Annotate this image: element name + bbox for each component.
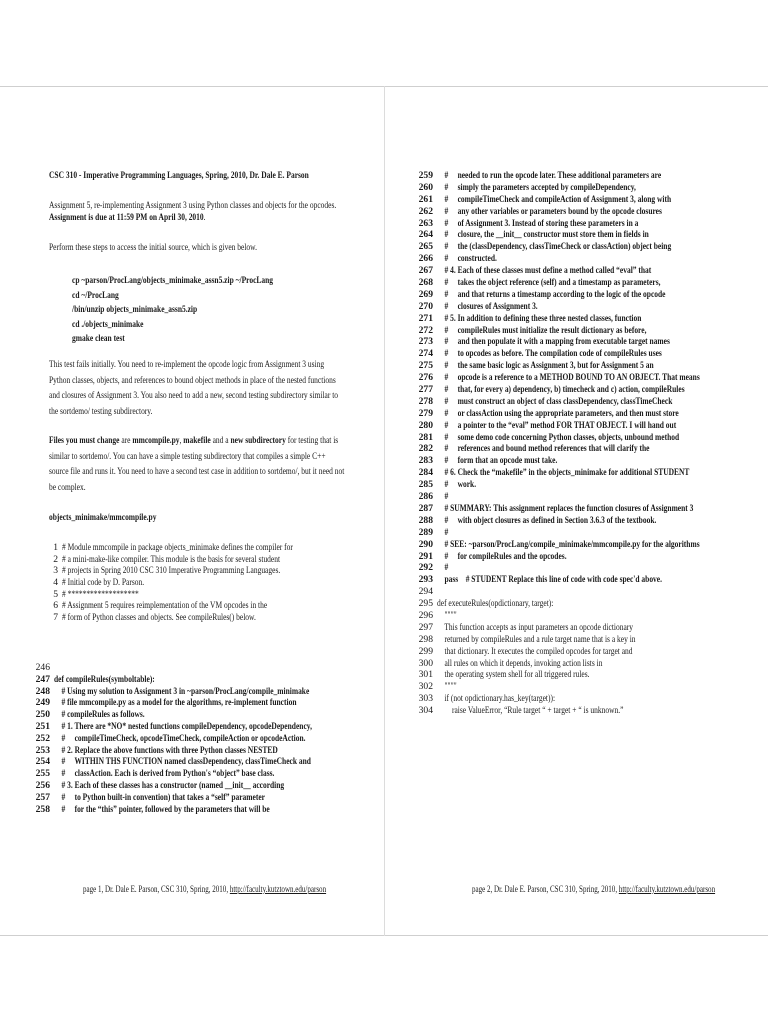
code-text: # to opcodes as before. The compilation code of compileRules uses bbox=[437, 348, 662, 360]
line-number: 286 bbox=[418, 491, 433, 503]
line-number: 299 bbox=[418, 645, 433, 657]
steps-intro: Perform these steps to access the initial source, which is given below. bbox=[49, 242, 257, 253]
line-number: 247 bbox=[35, 673, 50, 685]
line-number: 284 bbox=[418, 467, 433, 479]
line-number: 283 bbox=[418, 455, 433, 467]
code-text: # and that returns a timestamp according to the logic of the opcode bbox=[437, 288, 666, 300]
paragraph-line: source file and runs it. You need to have a second test case in addition to sortdemo/, but it need not bbox=[49, 466, 345, 477]
paragraph-line: and closures of Assignment 3. You also need to add a new, second testing subdirectory similar to bbox=[49, 390, 339, 401]
code-text: # Assignment 5 requires reimplementation of the VM opcodes in the bbox=[62, 600, 268, 612]
code-text: # compileTimeCheck and compileAction of Assignment 3, along with bbox=[437, 193, 672, 205]
line-number: 288 bbox=[418, 514, 433, 526]
line-number: 5 bbox=[53, 588, 58, 600]
code-text: # must construct an object of class classDependency, classTimeCheck bbox=[437, 395, 673, 407]
paragraph-line: Files you must change are mmcompile.py, makefile and a new subdirectory for testing that is bbox=[49, 435, 339, 446]
line-number: 285 bbox=[418, 479, 433, 491]
code-text: the operating system shell for all triggered rules. bbox=[437, 669, 590, 681]
code-text: # or classAction using the appropriate parameters, and then must store bbox=[437, 407, 679, 419]
line-number: 252 bbox=[35, 732, 50, 744]
code-text: # 5. In addition to defining these three nested classes, function bbox=[437, 312, 642, 324]
code-text: # 1. There are *NO* nested functions compileDependency, opcodeDependency, bbox=[54, 720, 312, 732]
line-number: 265 bbox=[418, 241, 433, 253]
line-number: 290 bbox=[418, 538, 433, 550]
code-text: if (not opdictionary.has_key(target)): bbox=[437, 693, 556, 705]
code-text: # some demo code concerning Python classes, objects, unbound method bbox=[437, 431, 680, 443]
command-line: gmake clean test bbox=[72, 333, 125, 344]
line-number: 287 bbox=[418, 502, 433, 514]
line-number: 282 bbox=[418, 443, 433, 455]
line-number: 4 bbox=[53, 577, 58, 589]
line-number: 251 bbox=[35, 720, 50, 732]
line-number: 291 bbox=[418, 550, 433, 562]
line-number: 1 bbox=[53, 542, 58, 553]
code-text: # for compileRules and the opcodes. bbox=[437, 550, 567, 562]
code-text: # SEE: ~parson/ProcLang/compile_minimake/mmcompile.py for the algorithms bbox=[437, 538, 700, 550]
doc-title: CSC 310 - Imperative Programming Languages, Spring, 2010, Dr. Dale E. Parson bbox=[49, 170, 309, 181]
line-number: 294 bbox=[418, 586, 433, 598]
line-number: 278 bbox=[418, 395, 433, 407]
page-divider bbox=[384, 86, 385, 936]
line-number: 303 bbox=[418, 693, 433, 705]
code-text: # compileRules as follows. bbox=[54, 709, 145, 721]
line-number: 274 bbox=[418, 348, 433, 360]
code-text: def compileRules(symboltable): bbox=[54, 673, 155, 685]
code-text: # form that an opcode must take. bbox=[437, 455, 558, 467]
footer-text: page 1, Dr. Dale E. Parson, CSC 310, Spring, 2010, bbox=[83, 884, 230, 894]
code-text: def executeRules(opdictionary, target): bbox=[437, 598, 554, 610]
code-text: all rules on which it depends, invoking action lists in bbox=[437, 657, 603, 669]
code-text: # 3. Each of these classes has a constructor (named __init__ according bbox=[54, 779, 285, 791]
paragraph-line: similar to sortdemo/. You can have a simple testing subdirectory that compiles a simple C++ bbox=[49, 450, 326, 462]
line-number: 275 bbox=[418, 360, 433, 372]
line-number: 272 bbox=[418, 324, 433, 336]
line-number: 281 bbox=[418, 431, 433, 443]
code-text: # form of Python classes and objects. See compileRules() below. bbox=[62, 612, 256, 624]
code-text: # compileTimeCheck, opcodeTimeCheck, compileAction or opcodeAction. bbox=[54, 732, 306, 744]
footer-text: page 2, Dr. Dale E. Parson, CSC 310, Spring, 2010, bbox=[472, 884, 619, 894]
line-number: 262 bbox=[418, 205, 433, 217]
code-text: # references and bound method references that will clarify the bbox=[437, 443, 650, 455]
line-number: 3 bbox=[53, 565, 58, 577]
line-number: 258 bbox=[35, 803, 50, 815]
code-text: # constructed. bbox=[437, 253, 497, 265]
line-number: 270 bbox=[418, 300, 433, 312]
code-text: # needed to run the opcode later. These additional parameters are bbox=[437, 170, 662, 181]
line-number: 2 bbox=[53, 553, 58, 565]
footer-link[interactable]: http://faculty.kutztown.edu/parson bbox=[618, 884, 716, 894]
code-text: # work. bbox=[437, 479, 477, 491]
line-number: 260 bbox=[418, 181, 433, 193]
command-line: cp ~parson/ProcLang/objects_minimake_assn5.zip ~/ProcLang bbox=[72, 275, 274, 286]
line-number: 259 bbox=[418, 170, 433, 181]
code-text: # WITHIN THS FUNCTION named classDependency, classTimeCheck and bbox=[54, 756, 311, 768]
command-line: /bin/unzip objects_minimake_assn5.zip bbox=[72, 304, 198, 315]
line-number: 264 bbox=[418, 229, 433, 241]
code-text: # closure, the __init__ constructor must store them in fields in bbox=[437, 229, 649, 241]
line-number: 261 bbox=[418, 193, 433, 205]
code-text: # to Python built-in convention) that takes a “self” parameter bbox=[54, 791, 265, 803]
code-text: # that, for every a) dependency, b) timecheck and c) action, compileRules bbox=[437, 384, 685, 396]
code-text: raise ValueError, “Rule target “ + target + “ is unknown.” bbox=[437, 705, 624, 717]
code-text: # bbox=[437, 526, 449, 538]
code-text: # with object closures as defined in Section 3.6.3 of the textbook. bbox=[437, 514, 657, 526]
paragraph-line: the sortdemo/ testing subdirectory. bbox=[49, 405, 153, 417]
line-number: 255 bbox=[35, 768, 50, 780]
code-text: that dictionary. It executes the compiled opcodes for target and bbox=[437, 645, 633, 657]
line-number: 292 bbox=[418, 562, 433, 574]
code-text: # projects in Spring 2010 CSC 310 Imperative Programming Languages. bbox=[62, 565, 281, 577]
code-text: # for the “this” pointer, followed by the parameters that will be bbox=[54, 803, 270, 815]
line-number: 250 bbox=[35, 709, 50, 721]
line-number: 298 bbox=[418, 633, 433, 645]
line-number: 6 bbox=[53, 600, 58, 612]
section-title: objects_minimake/mmcompile.py bbox=[49, 512, 157, 523]
line-number: 300 bbox=[418, 657, 433, 669]
code-text: # a mini-make-like compiler. This module is the basis for several student bbox=[62, 553, 281, 565]
line-number: 302 bbox=[418, 681, 433, 693]
line-number: 279 bbox=[418, 407, 433, 419]
line-number: 266 bbox=[418, 253, 433, 265]
code-text: # classAction. Each is derived from Python's “object” base class. bbox=[54, 768, 275, 780]
code-text: """" bbox=[437, 681, 457, 693]
code-text: # a pointer to the “eval” method FOR THAT OBJECT. I will hand out bbox=[437, 419, 677, 431]
footer-link[interactable]: http://faculty.kutztown.edu/parson bbox=[229, 884, 327, 894]
code-text: # Module mmcompile in package objects_minimake defines the compiler for bbox=[62, 542, 293, 553]
line-number: 301 bbox=[418, 669, 433, 681]
code-text: # 4. Each of these classes must define a method called “eval” that bbox=[437, 265, 652, 277]
line-number: 293 bbox=[418, 574, 433, 586]
line-number: 256 bbox=[35, 779, 50, 791]
command-line: cd ~/ProcLang bbox=[72, 289, 119, 301]
assignment-line-1: Assignment 5, re-implementing Assignment 3 using Python classes and objects for the opcodes. bbox=[49, 200, 337, 211]
code-text: # the (classDependency, classTimeCheck or classAction) object being bbox=[437, 241, 672, 253]
line-number: 296 bbox=[418, 609, 433, 621]
code-text: # bbox=[437, 562, 449, 574]
code-text: # any other variables or parameters bound by the opcode closures bbox=[437, 205, 662, 217]
line-number: 253 bbox=[35, 744, 50, 756]
line-number: 273 bbox=[418, 336, 433, 348]
code-text: returned by compileRules and a rule target name that is a key in bbox=[437, 633, 636, 645]
line-number: 246 bbox=[35, 662, 50, 673]
page-2-footer bbox=[472, 884, 715, 894]
code-text: # simply the parameters accepted by compileDependency, bbox=[437, 181, 636, 193]
code-text: """" bbox=[437, 609, 457, 621]
line-number: 263 bbox=[418, 217, 433, 229]
line-number: 267 bbox=[418, 265, 433, 277]
assignment-line-2: Assignment is due at 11:59 PM on April 30, 2010. bbox=[49, 212, 206, 223]
code-text: # compileRules must initialize the result dictionary as before, bbox=[437, 324, 647, 336]
code-text: # file mmcompile.py as a model for the algorithms, re-implement function bbox=[54, 697, 297, 709]
line-number: 248 bbox=[35, 685, 50, 697]
line-number: 271 bbox=[418, 312, 433, 324]
code-text: # ******************* bbox=[62, 588, 139, 600]
line-number: 276 bbox=[418, 372, 433, 384]
code-text: # SUMMARY: This assignment replaces the function closures of Assignment 3 bbox=[437, 502, 694, 514]
line-number: 269 bbox=[418, 288, 433, 300]
code-text: # Initial code by D. Parson. bbox=[62, 577, 145, 589]
code-text: # the same basic logic as Assignment 3, but for Assignment 5 an bbox=[437, 360, 654, 372]
line-number: 254 bbox=[35, 756, 50, 768]
code-text: # Using my solution to Assignment 3 in ~parson/ProcLang/compile_minimake bbox=[54, 685, 310, 697]
code-text: # 6. Check the “makefile” in the objects_minimake for additional STUDENT bbox=[437, 467, 690, 479]
paragraph-line: Python classes, objects, and references to bound object methods in place of the nested functions bbox=[49, 374, 336, 386]
paragraph-line: This test fails initially. You need to re-implement the opcode logic from Assignment 3 using bbox=[49, 359, 325, 370]
code-text: # opcode is a reference to a METHOD BOUND TO AN OBJECT. That means bbox=[437, 372, 700, 384]
paragraph-line: be complex. bbox=[49, 481, 86, 493]
code-text: # and then populate it with a mapping from executable target names bbox=[437, 336, 670, 348]
code-text: # bbox=[437, 491, 449, 503]
line-number: 268 bbox=[418, 277, 433, 289]
line-number: 297 bbox=[418, 621, 433, 633]
line-number: 280 bbox=[418, 419, 433, 431]
command-line: cd ./objects_minimake bbox=[72, 318, 144, 330]
code-text: # of Assignment 3. Instead of storing these parameters in a bbox=[437, 217, 639, 229]
line-number: 277 bbox=[418, 384, 433, 396]
code-text: # takes the object reference (self) and a timestamp as parameters, bbox=[437, 277, 661, 289]
code-text: This function accepts as input parameters an opcode dictionary bbox=[437, 621, 634, 633]
line-number: 304 bbox=[418, 705, 433, 717]
page-1-footer bbox=[83, 884, 326, 894]
line-number: 295 bbox=[418, 598, 433, 610]
line-number: 257 bbox=[35, 791, 50, 803]
line-number: 249 bbox=[35, 697, 50, 709]
code-text: pass # STUDENT Replace this line of code with code spec'd above. bbox=[437, 574, 662, 586]
line-number: 289 bbox=[418, 526, 433, 538]
code-text: # 2. Replace the above functions with three Python classes NESTED bbox=[54, 744, 278, 756]
code-text: # closures of Assignment 3. bbox=[437, 300, 538, 312]
line-number: 7 bbox=[53, 612, 58, 624]
